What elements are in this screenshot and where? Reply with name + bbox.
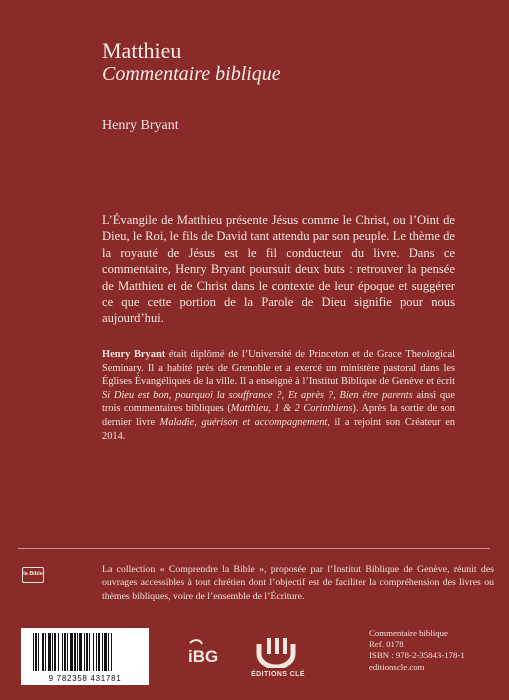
barcode-bar [86, 633, 88, 671]
bio-text-3: ). Après la sortie de son dernier livre [102, 403, 455, 428]
pubinfo-collection: Commentaire biblique [369, 628, 448, 638]
barcode-bar [58, 633, 59, 671]
pubinfo-isbn: ISBN : 978-2-35843-178-1 [369, 650, 465, 661]
bio-text-2: ainsi que trois commentaires bibliques ( [102, 389, 455, 415]
barcode-bar [52, 633, 53, 671]
bio-books-1: Si Dieu est bon, pourquoi la souffrance ?, Et après ?, Bien être parents [102, 389, 413, 401]
editions-cle-logo [253, 634, 299, 668]
section-divider [18, 548, 490, 549]
barcode-number: 9 782358 431781 [48, 674, 122, 683]
barcode-bar [111, 633, 112, 671]
barcode-bars [21, 628, 149, 674]
barcode-bar [98, 633, 100, 671]
editions-cle-name: ÉDITIONS CLÉ [251, 671, 305, 678]
barcode-bar [77, 633, 78, 671]
pubinfo-website: editionscle.com [369, 661, 425, 672]
ibg-logo [186, 637, 232, 669]
book-description: L’Évangile de Matthieu présente Jésus comme le Christ, ou l’Oint de Dieu, le Roi, le fils de David tant attendu par son peuple. Le thème de la royauté de Jésus est le fil conducteur du livre. Dans ce commentaire, Henry Bryant poursuit deux buts : retrouver la pensée de Matthieu et de Christ dans le contexte de leur époque et suggérer ce que cette portion de la Parole de Dieu signifie pour nous aujourd’hui. [102, 213, 455, 326]
barcode-bar [38, 633, 39, 671]
barcode-bar [96, 633, 97, 671]
barcode-bar [104, 633, 107, 671]
bio-books-3: Maladie, guérison et accompagnement [159, 416, 328, 428]
barcode-bar [33, 633, 34, 671]
barcode-bar [67, 633, 68, 671]
ibg-logo-text: iBG [188, 647, 219, 666]
publication-info [369, 628, 465, 673]
pubinfo-ref: Ref. 0178 [369, 639, 404, 650]
barcode-bar [45, 633, 46, 671]
barcode-bar [89, 633, 90, 671]
book-title: Matthieu [102, 38, 182, 63]
barcode-bar [70, 633, 73, 671]
bio-author-name: Henry Bryant [102, 349, 166, 360]
barcode-bar [84, 633, 85, 671]
barcode-bar [74, 633, 76, 671]
collection-logo-text: la Bible [23, 571, 43, 577]
barcode-bar [54, 633, 56, 671]
barcode-bar [62, 633, 63, 671]
barcode-bar [102, 633, 103, 671]
barcode-bar [42, 633, 44, 671]
author-bio [102, 348, 455, 443]
barcode-bar [93, 633, 94, 671]
author-name: Henry Bryant [102, 118, 179, 133]
barcode [21, 628, 149, 685]
bio-text-1: était diplômé de l’Université de Princeton et de Grace Theological Seminary. Il a habité près de Grenoble et a exercé un ministère pastoral dans les Églises Évangéliques de la ville. Il a enseigné à l’Institut Biblique de Genève et écrit [102, 349, 455, 388]
barcode-bar [35, 633, 37, 671]
book-subtitle: Commentaire biblique [102, 63, 281, 85]
bio-books-2: Matthieu, 1 & 2 Corinthiens [230, 403, 353, 415]
bio-text-4: , il a rejoint son Créateur en 2014. [102, 416, 456, 442]
barcode-bar [108, 633, 109, 671]
barcode-bar [79, 633, 82, 671]
collection-logo [22, 567, 44, 583]
collection-description: La collection « Comprendre la Bible », proposée par l’Institut Biblique de Genève, réunit des ouvrages accessibles à tout chrétien dont l’objectif est de faciliter la compréhension des livres ou thèmes bibliques, voire de l’ensemble de l’Écriture. [102, 564, 494, 602]
barcode-bar [48, 633, 51, 671]
barcode-bar [64, 633, 66, 671]
